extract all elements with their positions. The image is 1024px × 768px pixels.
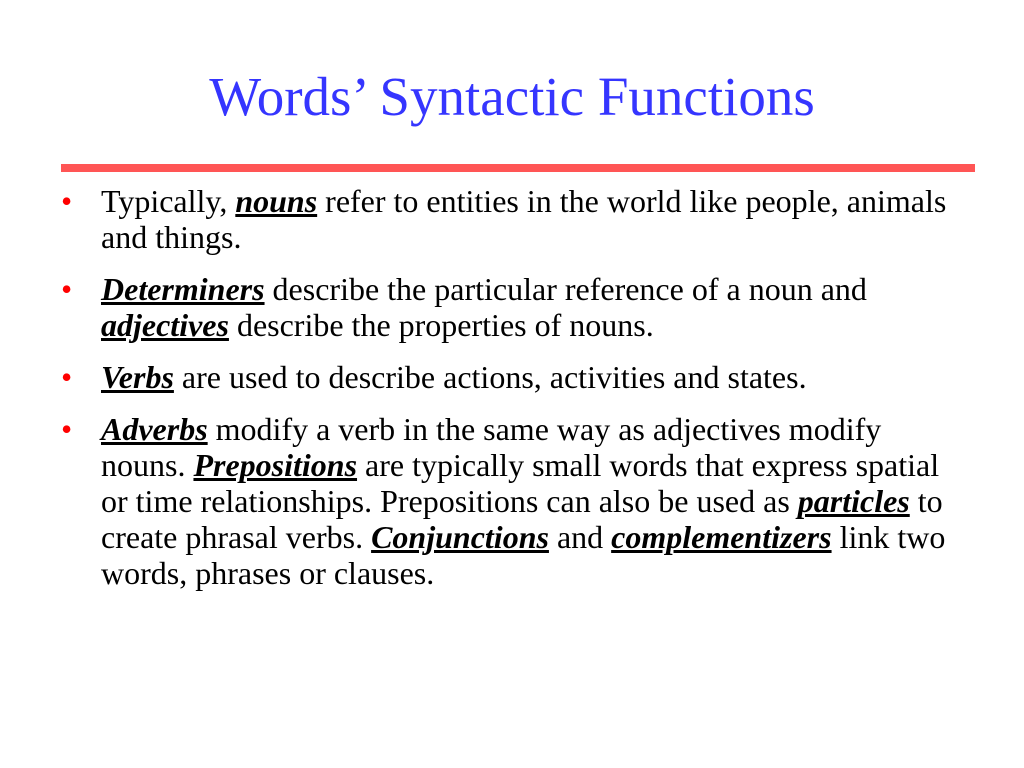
bullet-text: to create phrasal verbs. xyxy=(101,483,943,555)
key-term: Determiners xyxy=(101,271,265,307)
key-term: adjectives xyxy=(101,307,229,343)
bullet-text: and xyxy=(548,519,612,555)
bullet-text: are used to describe actions, activities and states. xyxy=(173,359,807,395)
bullet-item xyxy=(61,359,966,395)
key-term: complementizers xyxy=(611,519,832,555)
bullet-item xyxy=(61,183,966,255)
key-term: Prepositions xyxy=(193,447,358,483)
bullet-text: describe the properties of nouns. xyxy=(228,307,654,343)
bullet-item xyxy=(61,411,966,591)
bullet-marker-icon: • xyxy=(61,271,73,307)
bullet-text: describe the particular reference of a noun and xyxy=(264,271,867,307)
bullet-marker-icon: • xyxy=(61,411,73,447)
bullet-text: modify a verb in the same way as adjectives modify nouns. xyxy=(101,411,882,483)
bullet-text: refer to entities in the world like people, animals and things. xyxy=(101,183,947,255)
slide-title: Words’ Syntactic Functions xyxy=(209,66,815,127)
key-term: nouns xyxy=(235,183,318,219)
bullet-text: Typically, xyxy=(101,183,236,219)
bullet-marker-icon: • xyxy=(61,183,73,219)
title-divider xyxy=(61,164,975,172)
key-term: particles xyxy=(797,483,910,519)
bullet-list xyxy=(61,183,966,607)
key-term: Conjunctions xyxy=(371,519,549,555)
bullet-item xyxy=(61,271,966,343)
bullet-marker-icon: • xyxy=(61,359,73,395)
bullet-text: link two words, phrases or clauses. xyxy=(101,519,946,591)
bullet-text: are typically small words that express spatial or time relationships. Prepositions can also be used as xyxy=(101,447,940,519)
key-term: Adverbs xyxy=(101,411,208,447)
key-term: Verbs xyxy=(101,359,174,395)
